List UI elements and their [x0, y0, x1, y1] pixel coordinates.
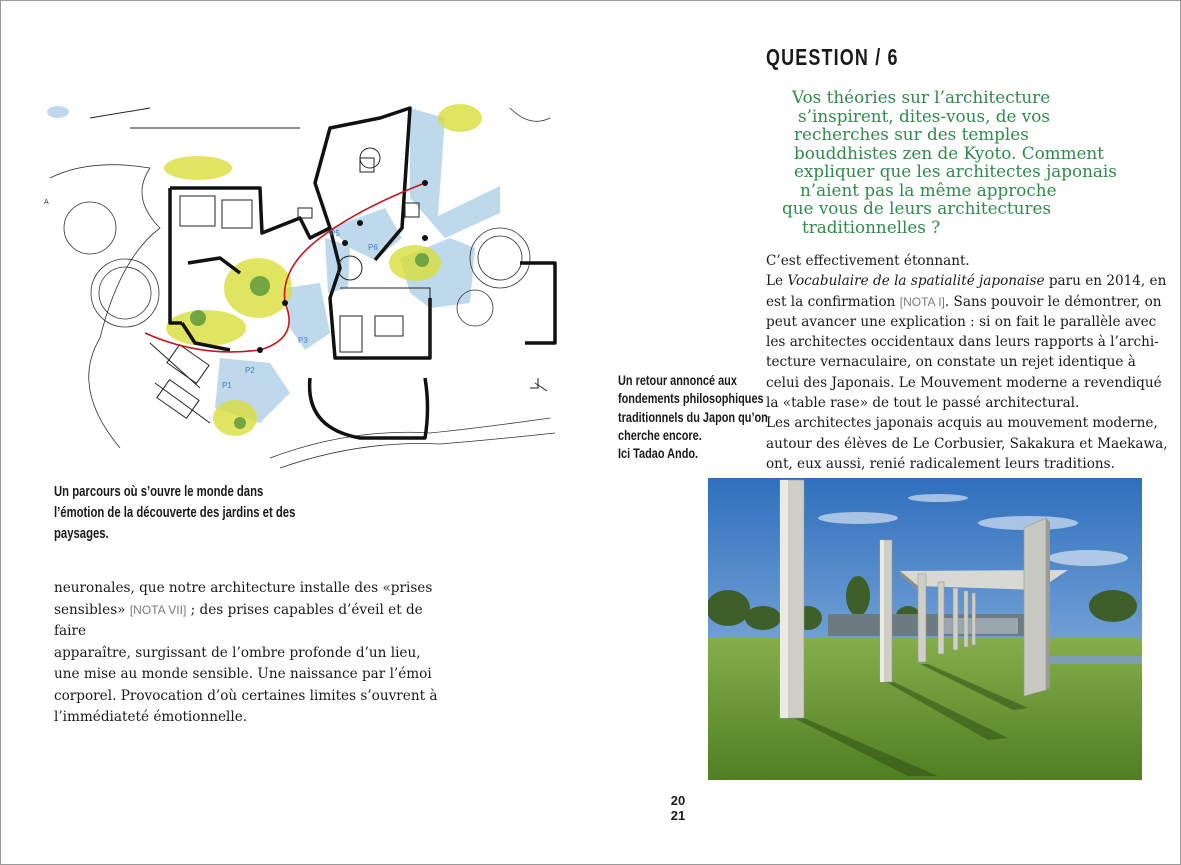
answer-line: C’est effectivement étonnant.	[766, 253, 970, 269]
answer-line	[766, 271, 1167, 291]
answer-line: les architectes occidentaux dans leurs rapports à l’archi-	[766, 334, 1159, 351]
question-line: Vos théories sur l’architecture	[792, 87, 1051, 107]
photo-caption-line: fondements philosophiques	[618, 390, 764, 407]
page-number-right: 21	[670, 808, 686, 823]
body-line: corporel. Provocation d’où certaines limites s’ouvrent à	[54, 687, 438, 704]
answer-text-fragment: Le	[766, 273, 788, 290]
plan-label-p6: P6	[368, 243, 378, 252]
answer-text-fragment: paru en 2014, en	[1044, 273, 1167, 290]
question-text	[780, 88, 1117, 236]
body-line: apparaître, surgissant de l’ombre profonde d’un lieu,	[54, 644, 421, 661]
body-line: neuronales, que notre architecture installe des «prises	[54, 580, 433, 596]
plan-caption-line: l’émotion de la découverte des jardins et des	[54, 505, 296, 521]
architectural-floor-plan	[30, 88, 570, 473]
answer-line: tecture vernaculaire, on constate un rejet identique à	[766, 354, 1136, 371]
plan-caption-line: paysages.	[54, 526, 109, 542]
plan-caption-line: Un parcours où s’ouvre le monde dans	[54, 484, 264, 500]
question-line: s’inspirent, dites-vous, de vos	[798, 105, 1050, 126]
photo-caption	[618, 371, 768, 462]
answer-line: peut avancer une explication : si on fait le parallèle avec	[766, 313, 1157, 330]
body-line	[54, 600, 444, 643]
question-title: QUESTION / 6	[766, 44, 899, 70]
plan-label-p1: P1	[222, 381, 232, 390]
left-body-text	[54, 578, 444, 729]
answer-text-fragment: est la confirmation	[766, 293, 900, 310]
answer-line: ont, eux aussi, renié radicalement leurs traditions.	[766, 455, 1115, 472]
answer-text-fragment: . Sans pouvoir le démontrer, on	[944, 293, 1162, 310]
question-line: que vous de leurs architectures	[782, 198, 1052, 218]
body-line-text: sensibles»	[54, 601, 126, 618]
plan-caption	[54, 482, 295, 545]
book-title: Vocabulaire de la spatialité japonaise	[787, 273, 1045, 290]
plan-label-p2: P2	[245, 366, 255, 375]
question-line: traditionnelles ?	[802, 216, 941, 237]
body-line-text: ; des prises capables d’éveil et de faire	[54, 601, 423, 639]
tadao-ando-colonnade-photo	[708, 478, 1142, 780]
answer-line: autour des élèves de Le Corbusier, Sakakura et Maekawa,	[766, 435, 1168, 452]
answer-line: la «table rase» de tout le passé architectural.	[766, 395, 1080, 412]
answer-line: Les architectes japonais acquis au mouvement moderne,	[766, 415, 1158, 432]
question-line: n’aient pas la même approche	[800, 179, 1057, 200]
question-line: expliquer que les architectes japonais	[794, 161, 1117, 181]
question-line: bouddhistes zen de Kyoto. Comment	[794, 142, 1104, 163]
photo-caption-line: Ici Tadao Ando.	[618, 445, 699, 462]
nota-reference: [NOTA I]	[899, 294, 945, 309]
body-line: l’immédiateté émotionnelle.	[54, 709, 248, 725]
page-number-left: 20	[670, 793, 686, 808]
photo-caption-line: cherche encore.	[618, 426, 702, 443]
question-line: recherches sur des temples	[794, 124, 1029, 144]
answer-line	[766, 292, 1162, 312]
plan-label-p5: P5	[330, 229, 340, 238]
answer-line: celui des Japonais. Le Mouvement moderne a revendiqué	[766, 374, 1162, 391]
nota-reference: [NOTA VII]	[129, 602, 187, 617]
plan-label-a: A	[44, 199, 49, 206]
plan-label-p3: P3	[298, 336, 308, 345]
answer-text	[766, 251, 1168, 474]
photo-caption-line: traditionnels du Japon qu’on	[618, 408, 768, 425]
body-line: une mise au monde sensible. Une naissance par l’émoi	[54, 666, 432, 682]
photo-caption-line: Un retour annoncé aux	[618, 372, 737, 388]
page-numbers	[668, 793, 688, 823]
